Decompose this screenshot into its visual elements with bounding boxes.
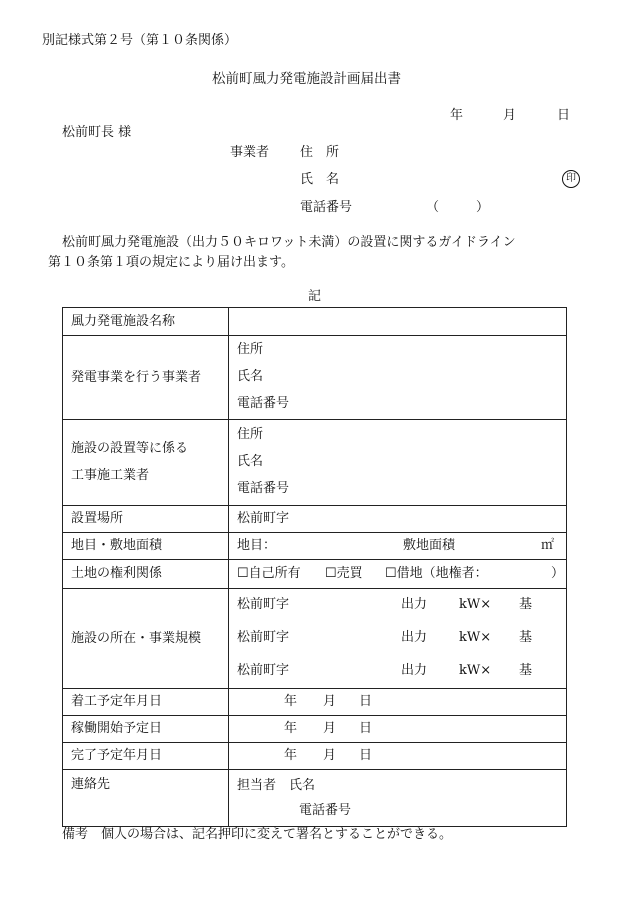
completion-date-value[interactable] (229, 743, 567, 770)
row-operator (63, 336, 567, 420)
date-year-mark: 年 (284, 694, 298, 709)
facility-name-label: 風力発電施設名称 (63, 308, 229, 336)
completion-date-label: 完了予定年月日 (63, 743, 229, 770)
operation-date-value[interactable] (229, 716, 567, 743)
scale-place: 松前町字 (237, 597, 290, 612)
scale-place: 松前町字 (237, 663, 290, 678)
contractor-fields (229, 420, 567, 506)
start-date-label: 着工予定年月日 (63, 689, 229, 716)
rights-lease-checkbox[interactable]: ☐借地（地権者： (385, 566, 488, 581)
date-day-mark: 日 (359, 721, 373, 736)
operator-label: 発電事業を行う事業者 (63, 336, 229, 420)
operator-phone-label: 電話番号 (237, 396, 290, 411)
rights-close-paren: ） (551, 566, 565, 581)
operator-fields (229, 336, 567, 420)
location-label: 設置場所 (63, 506, 229, 533)
applicant-address-label: 住 所 (300, 145, 340, 160)
rights-label: 土地の権利関係 (63, 560, 229, 589)
row-start-date (63, 689, 567, 716)
contractor-phone-label: 電話番号 (237, 481, 290, 496)
contractor-label-line-1: 施設の設置等に係る (71, 441, 189, 456)
row-rights (63, 560, 567, 589)
document-title: 松前町風力発電施設計画届出書 (212, 71, 401, 87)
scale-row[interactable] (237, 589, 566, 622)
scale-output: 出力 (401, 663, 428, 678)
date-month-mark: 月 (323, 694, 337, 709)
land-fields[interactable] (229, 533, 567, 560)
row-contractor (63, 420, 567, 506)
seal-icon: 印 (562, 170, 580, 188)
scale-unit: kW× (459, 630, 492, 645)
date-year-mark: 年 (284, 721, 298, 736)
land-area-unit: ㎡ (541, 538, 555, 553)
form-number: 別記様式第２号（第１０条関係） (42, 33, 238, 48)
operation-date-label: 稼働開始予定日 (63, 716, 229, 743)
contact-label: 連絡先 (63, 770, 229, 827)
date-day: 日 (557, 108, 571, 123)
scale-count: 基 (519, 630, 533, 645)
contractor-address-label: 住所 (237, 427, 264, 442)
land-area-label: 敷地面積 (403, 538, 456, 553)
application-table (62, 307, 567, 827)
date-month-mark: 月 (323, 748, 337, 763)
contractor-label-line-2: 工事施工業者 (71, 468, 150, 483)
intro-line-2: 第１０条第１項の規定により届け出ます。 (48, 255, 294, 270)
row-operation-date (63, 716, 567, 743)
land-label: 地目・敷地面積 (63, 533, 229, 560)
operator-address-label: 住所 (237, 342, 264, 357)
rights-own-checkbox[interactable]: ☐自己所有 (237, 566, 301, 581)
remarks-note: 備考 個人の場合は、記名押印に変えて署名とすることができる。 (62, 827, 453, 842)
start-date-value[interactable] (229, 689, 567, 716)
scale-output: 出力 (401, 597, 428, 612)
rights-buy-checkbox[interactable]: ☐売買 (325, 566, 363, 581)
rights-fields (229, 560, 567, 589)
applicant-phone-label: 電話番号 (300, 200, 353, 215)
intro-line-1: 松前町風力発電施設（出力５０キロワット未満）の設置に関するガイドライン (62, 235, 516, 250)
addressee: 松前町長 様 (62, 125, 132, 140)
contractor-label (63, 420, 229, 506)
applicant-name-label: 氏 名 (300, 172, 340, 187)
date-day-mark: 日 (359, 748, 373, 763)
location-value[interactable]: 松前町字 (229, 506, 567, 533)
date-month-mark: 月 (323, 721, 337, 736)
contractor-phone-field[interactable] (237, 476, 566, 503)
operator-name-field[interactable] (237, 364, 566, 391)
row-completion-date (63, 743, 567, 770)
land-category-label: 地目： (237, 538, 277, 553)
operator-phone-field[interactable] (237, 391, 566, 418)
ki-heading: 記 (308, 289, 322, 304)
facility-name-value[interactable] (229, 308, 567, 336)
date-day-mark: 日 (359, 694, 373, 709)
row-scale (63, 589, 567, 689)
scale-count: 基 (519, 663, 533, 678)
scale-count: 基 (519, 597, 533, 612)
phone-paren-close: ） (476, 200, 490, 215)
applicant-label: 事業者 (230, 145, 270, 160)
row-facility-name (63, 308, 567, 336)
contact-person-label: 担当者 氏名 (237, 778, 316, 793)
contact-fields[interactable] (229, 770, 567, 827)
operator-name-label: 氏名 (237, 369, 264, 384)
contact-phone-label: 電話番号 (299, 803, 352, 818)
contractor-address-field[interactable] (237, 422, 566, 449)
operator-address-field[interactable] (237, 337, 566, 364)
date-month: 月 (503, 108, 517, 123)
row-contact (63, 770, 567, 827)
date-year-mark: 年 (284, 748, 298, 763)
scale-output: 出力 (401, 630, 428, 645)
contractor-name-label: 氏名 (237, 454, 264, 469)
row-location (63, 506, 567, 533)
scale-unit: kW× (459, 597, 492, 612)
date-year: 年 (450, 108, 464, 123)
scale-place: 松前町字 (237, 630, 290, 645)
scale-unit: kW× (459, 663, 492, 678)
scale-row[interactable] (237, 655, 566, 688)
contractor-name-field[interactable] (237, 449, 566, 476)
row-land (63, 533, 567, 560)
scale-label: 施設の所在・事業規模 (63, 589, 229, 689)
scale-fields (229, 589, 567, 689)
scale-row[interactable] (237, 622, 566, 655)
phone-paren-open: （ (426, 200, 440, 215)
